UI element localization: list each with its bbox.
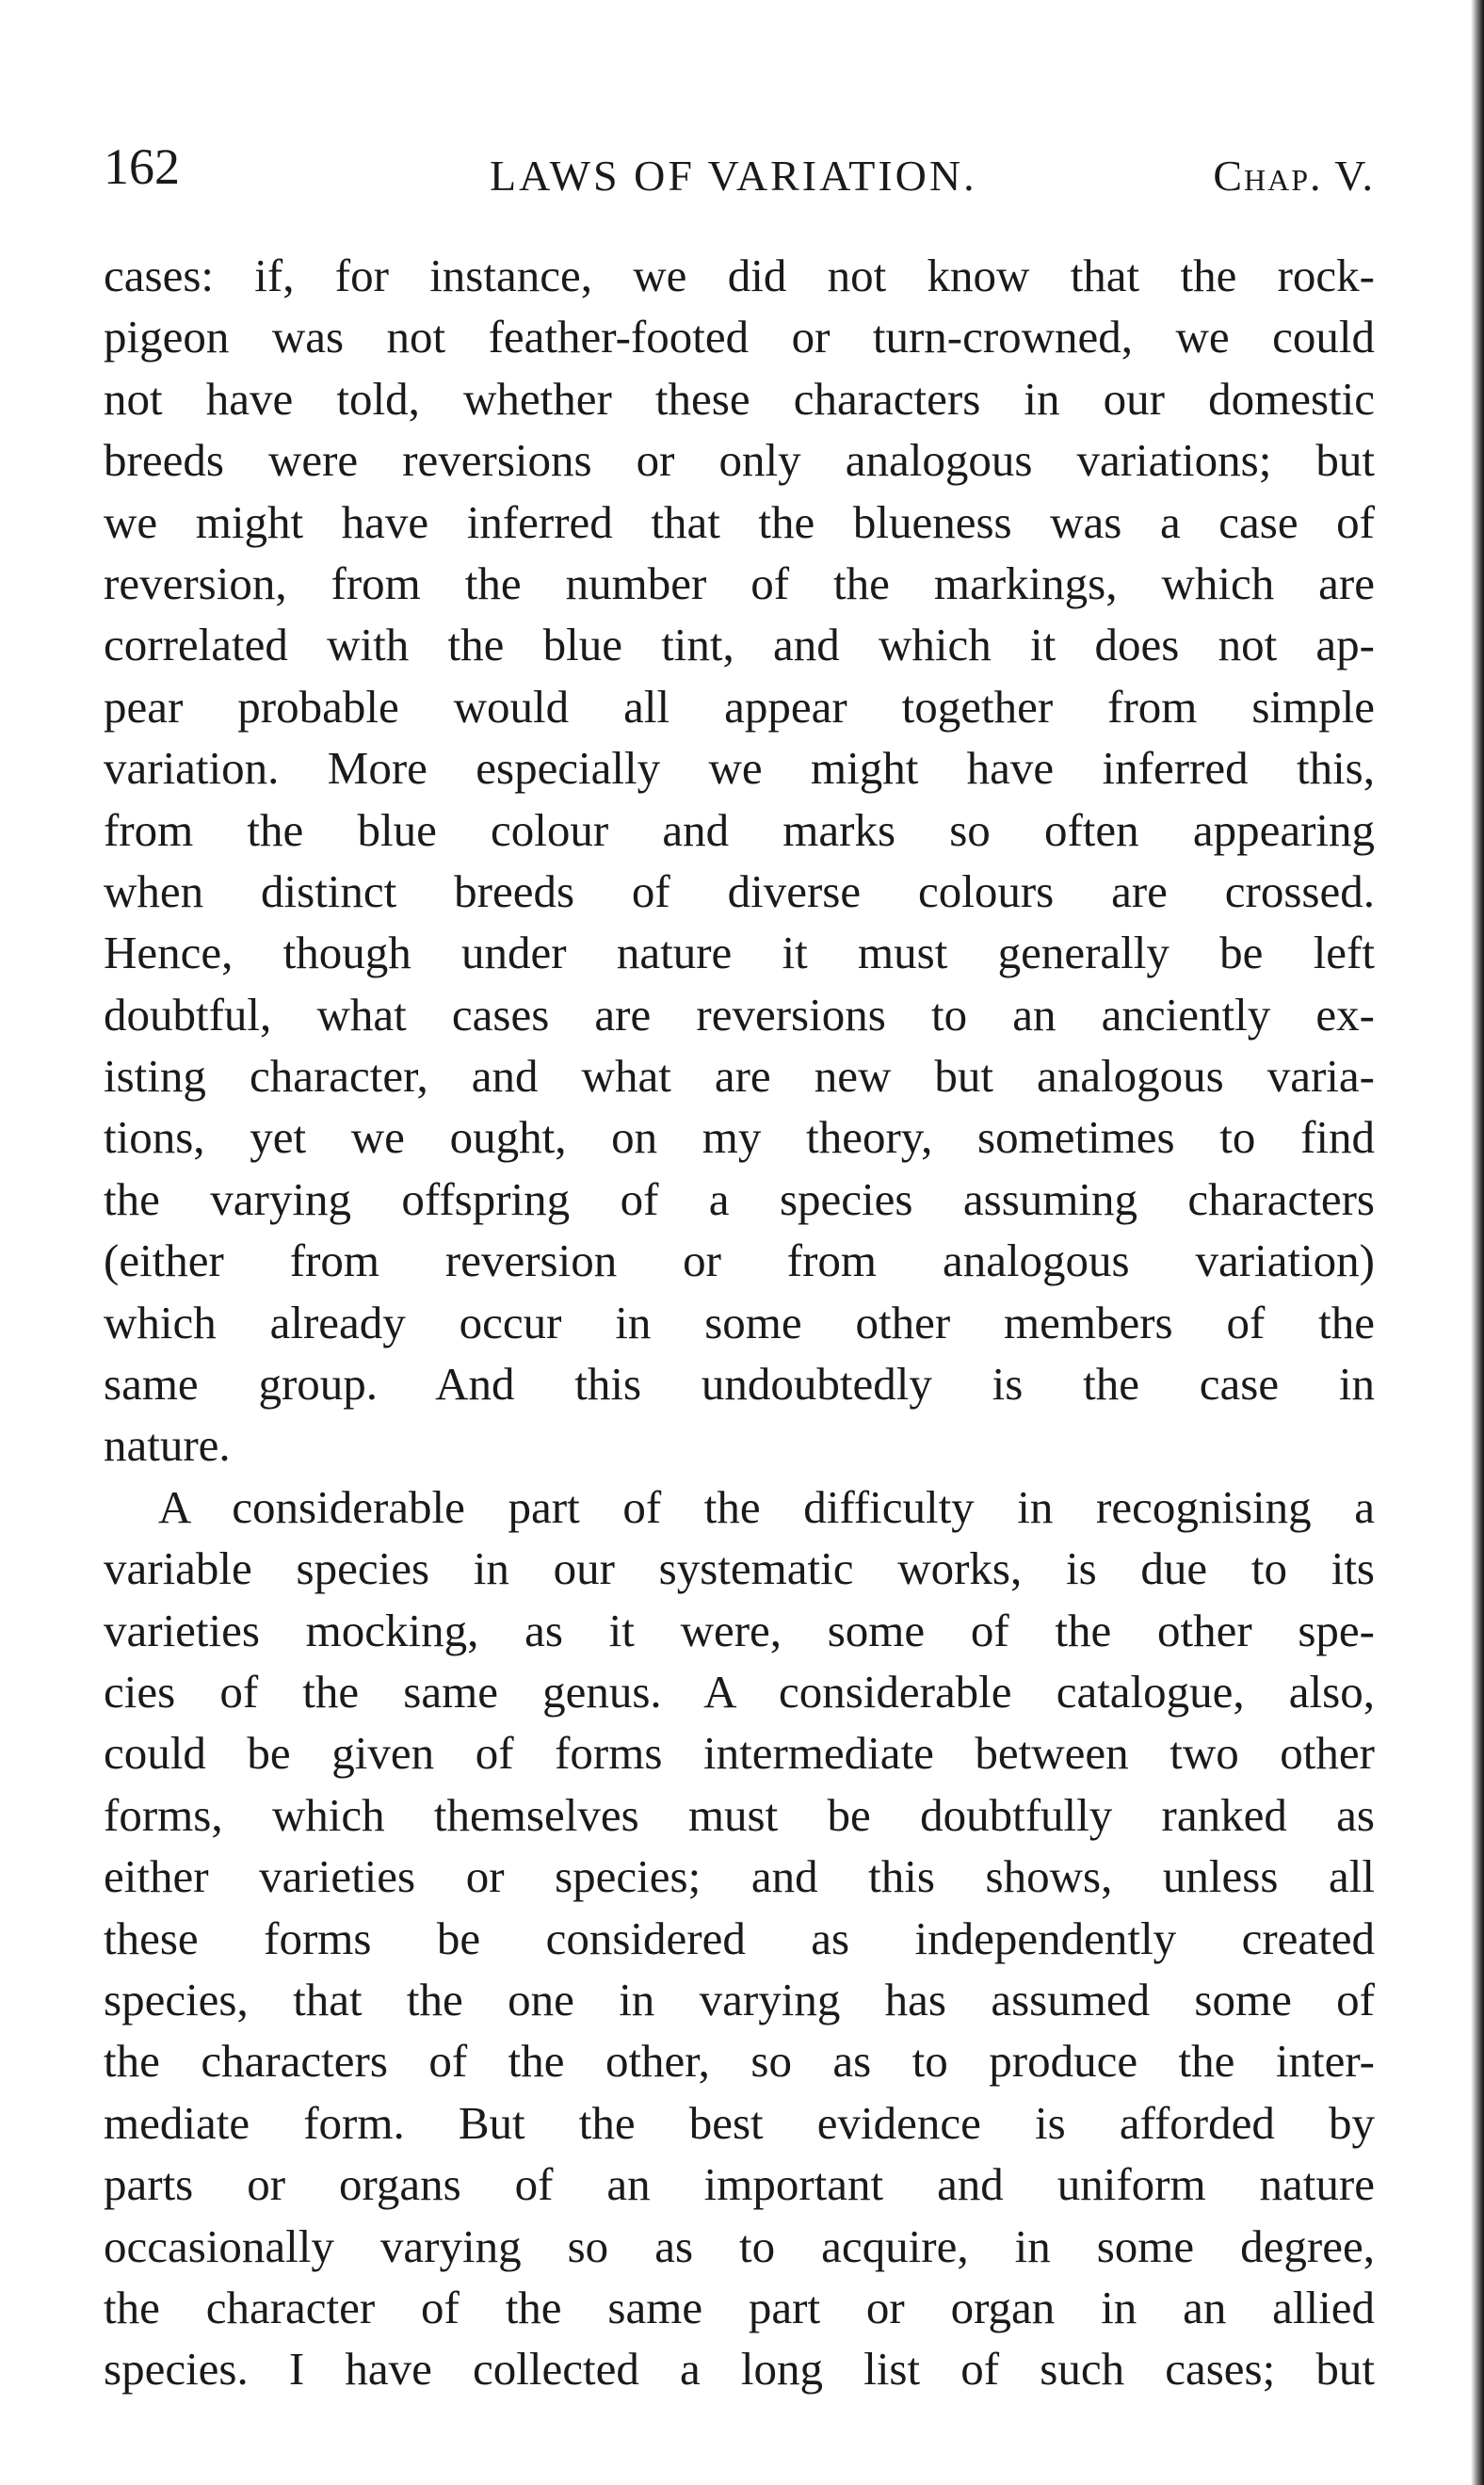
text-line: varieties mocking, as it were, some of the other spe- — [104, 1604, 1375, 1656]
text-line: same group. And this undoubtedly is the case in — [104, 1358, 1375, 1411]
text-line: pear probable would all appear together from simple — [104, 680, 1375, 733]
text-line: mediate form. But the best evidence is afforded by — [104, 2096, 1375, 2149]
page-edge-shadow — [1471, 0, 1484, 2485]
running-title: LAWS OF VARIATION. — [490, 152, 977, 200]
text-line: (either from reversion or from analogous variation) — [104, 1234, 1375, 1287]
text-line: either varieties or species; and this shows, unless all — [104, 1850, 1375, 1903]
text-line: correlated with the blue tint, and which it does not ap- — [104, 619, 1375, 671]
text-line: forms, which themselves must be doubtfully ranked as — [104, 1788, 1375, 1841]
page-number: 162 — [104, 138, 180, 195]
text-line: the character of the same part or organ in an allied — [104, 2281, 1375, 2333]
text-line: variable species in our systematic works, is due to its — [104, 1542, 1375, 1595]
text-line: could be given of forms intermediate between two other — [104, 1727, 1375, 1780]
text-line: isting character, and what are new but analogous varia- — [104, 1050, 1375, 1103]
text-line: species. I have collected a long list of such cases; but — [104, 2343, 1375, 2396]
text-line: occasionally varying so as to acquire, in some degree, — [104, 2219, 1375, 2272]
paragraph-end-line: nature. — [104, 1419, 231, 1472]
text-line: reversion, from the number of the markings, which are — [104, 557, 1375, 609]
chapter-reference: Chap. V. — [1213, 152, 1375, 200]
text-line: variation. More especially we might have inferred this, — [104, 742, 1375, 795]
page-header — [104, 132, 1375, 198]
text-line: breeds were reversions or only analogous variations; but — [104, 434, 1375, 487]
paragraph-start-line: A considerable part of the difficulty in recognising a — [158, 1480, 1375, 1533]
text-line: when distinct breeds of diverse colours are crossed. — [104, 864, 1375, 917]
text-line: not have told, whether these characters in our domestic — [104, 372, 1375, 425]
text-line: Hence, though under nature it must generally be left — [104, 927, 1375, 979]
text-line: the varying offspring of a species assuming characters — [104, 1172, 1375, 1225]
text-line: these forms be considered as independently created — [104, 1912, 1375, 1964]
text-line: pigeon was not feather-footed or turn-crowned, we could — [104, 311, 1375, 363]
text-line: the characters of the other, so as to produce the inter- — [104, 2035, 1375, 2088]
text-line: from the blue colour and marks so often appearing — [104, 803, 1375, 856]
text-line: tions, yet we ought, on my theory, sometimes to find — [104, 1111, 1375, 1164]
text-line: doubtful, what cases are reversions to an anciently ex- — [104, 988, 1375, 1041]
text-line: cases: if, for instance, we did not know that the rock- — [104, 250, 1375, 301]
body-text — [104, 245, 1375, 2400]
text-line: cies of the same genus. A considerable catalogue, also, — [104, 1665, 1375, 1718]
text-line: species, that the one in varying has assumed some of — [104, 1973, 1375, 2025]
text-line: parts or organs of an important and uniform nature — [104, 2158, 1375, 2211]
text-line: which already occur in some other members of the — [104, 1296, 1375, 1348]
text-line: we might have inferred that the blueness was a case of — [104, 495, 1375, 548]
